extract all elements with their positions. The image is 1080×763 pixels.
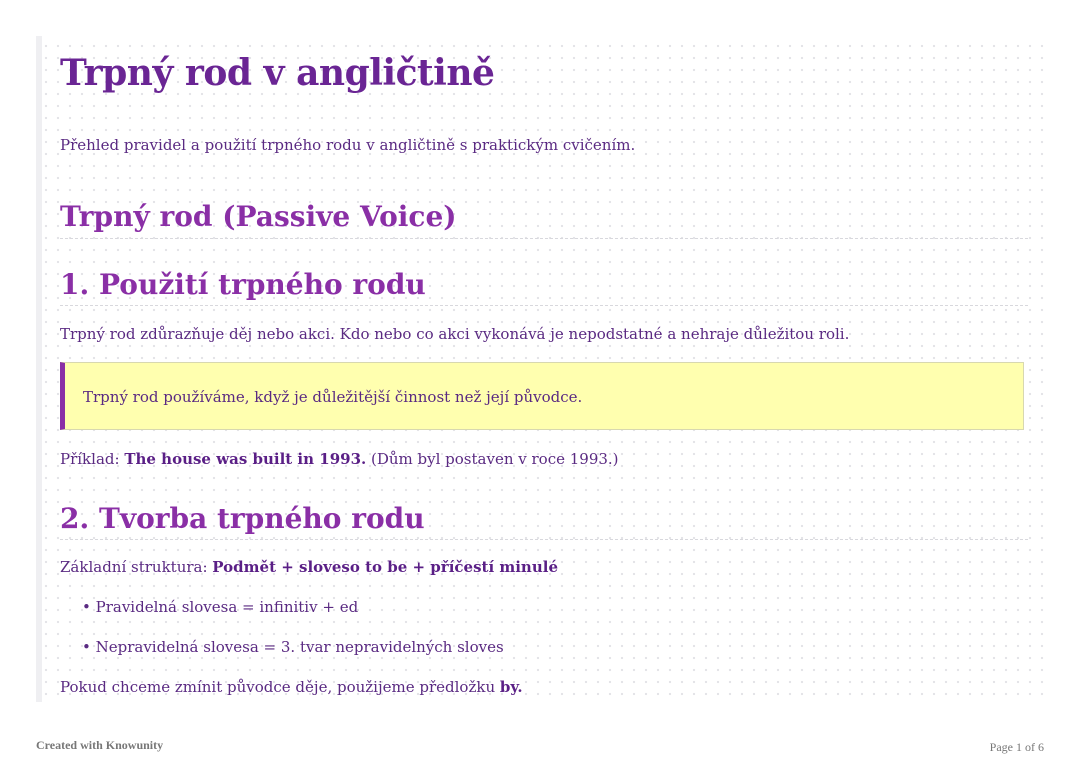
highlight-note: [60, 362, 1024, 430]
heading-divider: [60, 238, 1028, 239]
example-line: [60, 450, 619, 468]
intro-text: Přehled pravidel a použití trpného rodu v angličtině s praktickým cvičením.: [60, 136, 636, 154]
agent-text: Pokud chceme zmínit původce děje, použijeme předložku: [60, 678, 500, 696]
heading-divider: [60, 539, 1028, 540]
page-number: Page 1 of 6: [989, 740, 1044, 754]
usage-text: Trpný rod zdůrazňuje děj nebo akci. Kdo nebo co akci vykonává je nepodstatné a nehraje důležitou roli.: [60, 325, 850, 343]
list-item: • Pravidelná slovesa = infinitiv + ed: [82, 598, 359, 616]
document-page: [36, 36, 1044, 702]
list-item: • Nepravidelná slovesa = 3. tvar nepravidelných sloves: [82, 638, 504, 656]
agent-line: [60, 678, 523, 696]
footer-brand: Created with Knowunity: [36, 738, 164, 752]
example-sentence: The house was built in 1993.: [124, 450, 367, 468]
heading-divider: [60, 305, 1028, 306]
main-heading: Trpný rod (Passive Voice): [60, 200, 457, 233]
structure-line: [60, 558, 558, 576]
page-title: Trpný rod v angličtině: [60, 52, 495, 94]
section-heading-usage: 1. Použití trpného rodu: [60, 268, 426, 301]
note-text: Trpný rod používáme, když je důležitější činnost než její původce.: [83, 388, 583, 406]
page-edge: [36, 36, 42, 702]
structure-formula: Podmět + sloveso to be + příčestí minulé: [212, 558, 558, 576]
example-label: Příklad:: [60, 450, 125, 468]
example-translation: (Dům byl postaven v roce 1993.): [366, 450, 619, 468]
structure-label: Základní struktura:: [60, 558, 213, 576]
section-heading-formation: 2. Tvorba trpného rodu: [60, 502, 425, 535]
agent-preposition: by.: [499, 678, 523, 696]
